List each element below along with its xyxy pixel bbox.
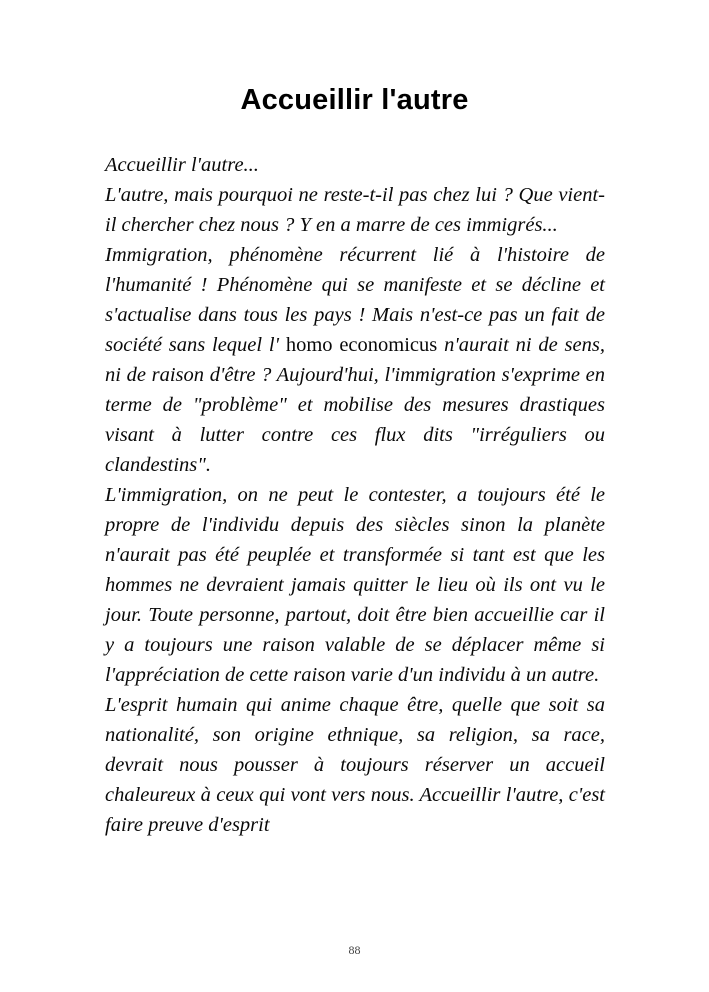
- text-segment: homo economicus: [285, 334, 438, 356]
- paragraph: [105, 240, 605, 480]
- text-segment: Immigration, phénomène récurrent lié à l'histoire de l'humanité ! Phénomène qui se manifeste et se décline et s'actualise dans tous les pays ! Mais n'est-ce pas un fait de société sans lequel l': [105, 244, 605, 356]
- text-segment: L'autre, mais pourquoi ne reste-t-il pas chez lui ? Que vient-il chercher chez nous ? Y en a marre de ces immigrés...: [105, 184, 605, 236]
- text-segment: n'aurait ni de sens, ni de raison d'être ? Aujourd'hui, l'immigration s'exprime en terme de "problème" et mobilise des mesures drastiques visant à lutter contre ces flux dits "irréguliers ou clandestins".: [105, 334, 605, 476]
- paragraph: [105, 690, 605, 840]
- text-segment: L'esprit humain qui anime chaque être, quelle que soit sa nationalité, son origine ethnique, sa religion, sa race, devrait nous pousser à toujours réserver un accueil chaleureux à ceux qui vont vers nous. Accueillir l'autre, c'est faire preuve d'esprit: [105, 694, 605, 836]
- page-number: 88: [348, 943, 361, 957]
- paragraph: [105, 480, 605, 690]
- paragraph: [105, 180, 605, 240]
- paragraph: [105, 150, 605, 180]
- page-title: Accueillir l'autre: [240, 84, 469, 116]
- text-segment: Accueillir l'autre...: [105, 154, 259, 176]
- body-text: [105, 150, 605, 840]
- text-segment: L'immigration, on ne peut le contester, a toujours été le propre de l'individu depuis des siècles sinon la planète n'aurait pas été peuplée et transformée si tant est que les hommes ne devraient jamais quitter le lieu où ils ont vu le jour. Toute personne, partout, doit être bien accueillie car il y a toujours une raison valable de se déplacer même si l'appréciation de cette raison varie d'un individu à un autre.: [105, 484, 605, 686]
